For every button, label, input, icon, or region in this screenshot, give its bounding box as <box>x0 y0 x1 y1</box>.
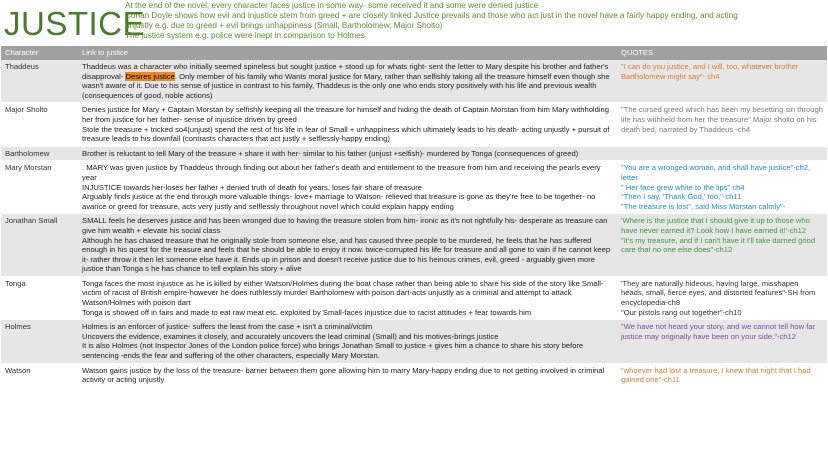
link-text: . MARY was given justice by Thaddeus through finding out about her father's death and entitlement to the treasure from him and receiving the pearls every year <box>82 163 601 182</box>
intro-line: Conan Doyle shows how evil and injustice stem from greed + are closely linked Justice prevails and those who act just in the novel have a fairly happy ending, and acting <box>125 11 738 20</box>
quote-text: 'Where is the justice that I should give it up to those who have never earned it? Look how I have earned it!'-ch12 <box>621 216 810 235</box>
link-text: . Only member of his family who Wants moral justice for Mary, rather than selfishly taking all the treasure himself even though she wasn't aware of it. Due to his sense of justice in contrast to his family, Thaddeus is the only one who ends story positively with his life and previous wealth (consequences of good, noble actions) <box>82 71 610 100</box>
link-text: Tonga faces the most injustice as he is killed by either Watson/Holmes during the boat chase rather than being able to share his side of the story like Small-victim of racist of British empire-however he does ruthlessly murder Bartholomew with poison dart-acts unjustly as a criminal and attempt to attack Watson/Holmes with poison dart <box>82 278 604 308</box>
quote-text: "Our pistols rang out together"-ch10 <box>621 307 742 317</box>
quote-text: 'They are naturally hideous, having large, misshapen heads, small, fierce eyes, and distorted features"-SH from encyclopedia-ch8 <box>621 278 816 308</box>
link-cell <box>78 103 617 146</box>
link-text: It is also Holmes (not Inspector Jones of the London police force) who brings Jonathan Small to justice + gives him a chance to share his story before sentencing -ends the fear and suffering of the other characters, especially Mary Morstan. <box>82 341 584 361</box>
quotes-cell <box>617 103 827 146</box>
character-cell: Watson <box>1 363 78 387</box>
quote-text: "The cursed greed which has been my besetting sin through life has withheld from her the treasure" Major sholto on his death bed, narrated by Thaddeus -ch4 <box>621 105 823 134</box>
quotes-cell <box>617 146 827 161</box>
link-text: Tonga is showed off in fairs and made to eat raw meat etc. exploited by Small-faces injustice due to racist attitudes + fear towards him <box>82 307 532 317</box>
page-title: JUSTICE <box>4 5 146 42</box>
quotes-cell <box>617 320 827 363</box>
table-row <box>1 161 827 214</box>
link-text: Denies justice for Mary + Captain Morstan by selfishly keeping all the treasure for himself and hiding the death of Captain Morstan from him Mary withholding her from justice for her father- sense of injustice driven by greed <box>82 105 609 124</box>
link-cell <box>78 214 617 277</box>
quote-text: "I can do you justice, and I will, too, whatever brother Bartholomew might say"- ch4 <box>621 62 799 81</box>
table-row <box>1 363 827 387</box>
quote-text: "You are a wronged woman, and shall have justice"-ch2, letter <box>621 163 811 182</box>
justice-table <box>1 46 827 388</box>
link-text: Uncovers the evidence, examines it closely, and accurately uncovers the lead criminal (Small) and his motives-brings justice <box>82 331 499 341</box>
highlight-text: Desires justice <box>125 71 175 81</box>
intro-line: At the end of the novel, every character faces justice in some way- some received it and some were denied justice <box>125 1 539 10</box>
table-row <box>1 276 827 319</box>
quote-text: "We have not heard your story, and we cannot tell how far justice may originally have been on your side."-ch12 <box>621 322 816 341</box>
table-row <box>1 214 827 277</box>
intro-notes <box>125 1 825 41</box>
link-text: Brother is reluctant to tell Mary of the treasure + share it with her- similar to his father (unjust +selfish)- murdered by Tonga (consequences of greed) <box>82 148 579 158</box>
intro-line: The justice system e.g. police were inept in comparison to Holmes <box>125 31 365 40</box>
link-cell <box>78 146 617 161</box>
link-cell <box>78 60 617 103</box>
quotes-cell <box>617 363 827 387</box>
link-text: Arguably finds justice at the end through more valuable things- love+ marriage to Watson- relieved that treasure is gone as they're free to be together- no avarice or greed for treasure, acts very justly and selflessly throughout novel which could explain happy ending <box>82 192 596 211</box>
link-text: Holmes is an enforcer of justice- suffers the least from the case + isn't a criminal/victim <box>82 322 373 332</box>
character-cell: Thaddeus <box>1 60 78 103</box>
link-cell <box>78 161 617 214</box>
table-row <box>1 320 827 363</box>
quote-text: " Her face grew white to the lips" ch4 <box>621 182 745 192</box>
link-cell <box>78 363 617 387</box>
header-link: Link to justice <box>78 46 617 60</box>
character-cell: Mary Morstan <box>1 161 78 214</box>
character-cell: Tonga <box>1 276 78 319</box>
table-row <box>1 60 827 103</box>
quotes-cell <box>617 161 827 214</box>
quote-text: "whoever had lost a treasure, I knew that night that I had gained one"-ch11 <box>621 365 811 385</box>
link-text: SMALL feels he deserves justice and has been wronged due to having the treasure stolen from him- ironic as it's not rightfully his- desperate as treasure can give him wealth + elevate his social class <box>82 216 608 235</box>
link-text: Stole the treasure + tricked so4(unjust) spend the rest of his life in fear of Small + unhappiness which ultimately leads to his death- acting unjustly + pursuit of treasure leads to his downfall (contrasts characters that act justly + selflessly-happy ending) <box>82 124 610 144</box>
link-cell <box>78 320 617 363</box>
character-cell: Holmes <box>1 320 78 363</box>
intro-line: unjustly e.g. due to greed + evil brings unhappiness (Small, Bartholomew, Major Sholto) <box>125 21 443 30</box>
quotes-cell <box>617 276 827 319</box>
link-cell <box>78 276 617 319</box>
quotes-cell <box>617 60 827 103</box>
character-cell: Major Sholto <box>1 103 78 146</box>
table-row <box>1 146 827 161</box>
header-quotes: QUOTES <box>617 46 827 60</box>
link-text: Thaddeus was a character who initially seemed spineless but sought justice + stood up for whats right- sent the letter to Mary despite his brother and father's disapproval- <box>82 62 609 81</box>
link-text: Watson gains justice by the loss of the treasure- barrier between them gone allowing him to marry Mary-happy ending due to not getting involved in criminal activity or acting unjustly <box>82 365 605 385</box>
quote-text: "It's my treasure, and if I can't have it I'll take darned good care that no one else does"-ch12 <box>621 235 816 255</box>
link-text: Although he has chased treasure that he originally stole from someone else, and has caused three people to be murdered, he feels that he has suffered enough in his quest for the treasure and feels that he should be able to enjoy it now. twice-corrupted his life for treasure and all gone to vain if he cannot keep it- rather throw it then let someone else have it. Ends up in prison and doesn't receive justice due to his heinous crimes, evil, greed - arguably given more justice than Tonga s he has chance to tell explain his story + alive <box>82 235 611 274</box>
link-text: INJUSTICE towards her-loses her father + denied truth of death for years, loses fair share of treasure <box>82 182 422 192</box>
table-header-row <box>1 46 827 60</box>
character-cell: Bartholomew <box>1 146 78 161</box>
quotes-cell <box>617 214 827 277</box>
header-character: Character <box>1 46 78 60</box>
quote-text: "Then I say, 'Thank God,' too,"-ch11 <box>621 192 742 202</box>
table-row <box>1 103 827 146</box>
character-cell: Jonathan Small <box>1 214 78 277</box>
quote-text: "The treasure is lost", said Miss Morstan calmly"- <box>621 201 786 211</box>
